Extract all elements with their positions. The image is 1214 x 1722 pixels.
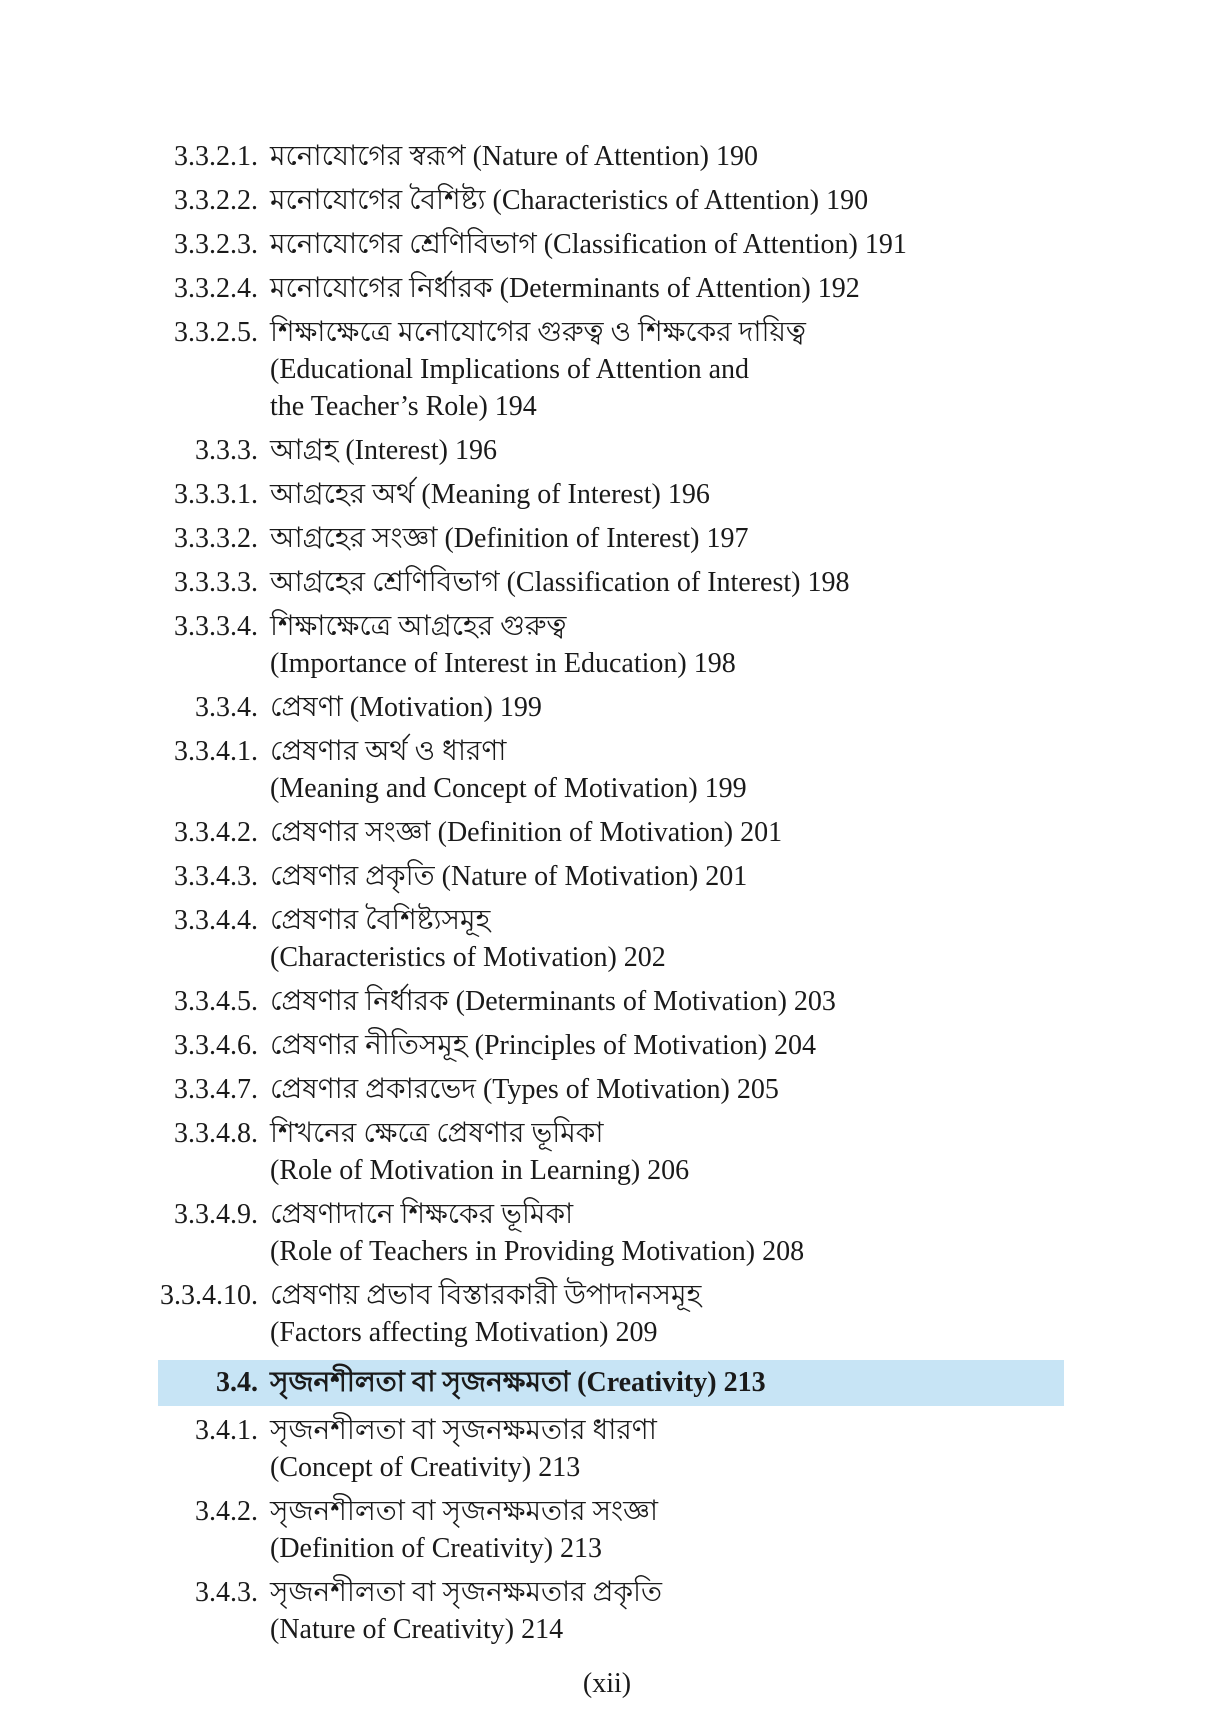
toc-entry-line: আগ্রহের সংজ্ঞা (Definition of Interest) 197 — [270, 523, 749, 554]
toc-entry-number: 3.3.4.10. — [160, 1280, 258, 1311]
toc-entry-line: (Educational Implications of Attention and — [270, 354, 749, 385]
toc-entry-text — [270, 1576, 1214, 1647]
toc-entry[interactable] — [0, 228, 1214, 262]
toc-entry-line: মনোযোগের বৈশিষ্ট্য (Characteristics of Attention) 190 — [270, 185, 869, 216]
toc-entry-line: the Teacher’s Role) 194 — [270, 391, 537, 422]
toc-entry[interactable] — [0, 272, 1214, 306]
toc-entry-line: শিক্ষাক্ষেত্রে মনোযোগের গুরুত্ব ও শিক্ষকের দায়িত্ব — [270, 317, 806, 348]
toc-entry-line: শিক্ষাক্ষেত্রে আগ্রহের গুরুত্ব — [270, 611, 567, 642]
toc-entry[interactable] — [0, 735, 1214, 806]
toc-entry-text — [270, 1073, 1214, 1107]
toc-entry-line: সৃজনশীলতা বা সৃজনক্ষমতার প্রকৃতি — [270, 1577, 663, 1608]
toc-entry[interactable] — [0, 1117, 1214, 1188]
toc-entry-text — [270, 478, 1214, 512]
toc-entry[interactable] — [0, 904, 1214, 975]
toc-entry-line: মনোযোগের স্বরূপ (Nature of Attention) 190 — [270, 141, 758, 172]
toc-entry-text — [270, 316, 1214, 424]
toc-entry[interactable] — [0, 1279, 1214, 1350]
toc-entry-text — [270, 1414, 1214, 1485]
toc-entry-number: 3.4.3. — [195, 1577, 258, 1608]
toc-entry-number: 3.3.4.1. — [174, 736, 258, 767]
toc-entry-line: (Role of Teachers in Providing Motivation) 208 — [270, 1236, 805, 1267]
toc-entry-number: 3.3.3.3. — [174, 567, 258, 598]
toc-entry-text — [270, 566, 1214, 600]
toc-entry[interactable] — [0, 610, 1214, 681]
toc-entry-number: 3.4.2. — [195, 1496, 258, 1527]
toc-entry-text — [270, 434, 1214, 468]
toc-entry[interactable] — [0, 816, 1214, 850]
toc-entry-line: প্রেষণার প্রকারভেদ (Types of Motivation) 205 — [270, 1074, 779, 1105]
toc-entry-line: শিখনের ক্ষেত্রে প্রেষণার ভূমিকা — [270, 1118, 604, 1149]
toc-entry-line: (Role of Motivation in Learning) 206 — [270, 1155, 690, 1186]
toc-entry-number: 3.3.4.2. — [174, 817, 258, 848]
toc-entry-number: 3.3.4.6. — [174, 1030, 258, 1061]
toc-entry-line: প্রেষণার নীতিসমূহ (Principles of Motivation) 204 — [270, 1030, 817, 1061]
toc-entry[interactable] — [0, 860, 1214, 894]
table-of-contents — [0, 140, 1214, 1657]
toc-entry[interactable] — [0, 691, 1214, 725]
toc-entry-line: (Concept of Creativity) 213 — [270, 1452, 581, 1483]
toc-entry[interactable] — [0, 140, 1214, 174]
toc-entry-number: 3.3.4.5. — [174, 986, 258, 1017]
toc-entry-line: (Factors affecting Motivation) 209 — [270, 1317, 658, 1348]
toc-entry-text — [270, 184, 1214, 218]
toc-entry-line: (Nature of Creativity) 214 — [270, 1614, 564, 1645]
page-number: (xii) — [582, 1668, 632, 1699]
toc-entry-number: 3.3.2.1. — [174, 141, 258, 172]
toc-entry-text — [270, 1495, 1214, 1566]
section-heading-number: 3.4. — [216, 1367, 258, 1398]
toc-entry[interactable] — [0, 1029, 1214, 1063]
toc-entry-number: 3.3.3. — [195, 435, 258, 466]
toc-entry[interactable] — [0, 316, 1214, 424]
toc-entry-line: প্রেষণাদানে শিক্ষকের ভূমিকা — [270, 1199, 574, 1230]
toc-entry-text — [270, 228, 1214, 262]
toc-entry-number: 3.3.2.2. — [174, 185, 258, 216]
toc-entry-text — [270, 904, 1214, 975]
toc-entry[interactable] — [0, 434, 1214, 468]
toc-entry-number: 3.3.4.8. — [174, 1118, 258, 1149]
toc-entry-line: আগ্রহ (Interest) 196 — [270, 435, 497, 466]
toc-entry-number: 3.3.4.3. — [174, 861, 258, 892]
toc-list-bottom — [0, 1414, 1214, 1647]
toc-entry-line: মনোযোগের নির্ধারক (Determinants of Attention) 192 — [270, 273, 860, 304]
toc-entry-number: 3.3.4.9. — [174, 1199, 258, 1230]
toc-entry-line: প্রেষণায় প্রভাব বিস্তারকারী উপাদানসমূহ — [270, 1280, 702, 1311]
toc-entry-number: 3.3.3.4. — [174, 611, 258, 642]
toc-entry-line: (Characteristics of Motivation) 202 — [270, 942, 666, 973]
toc-entry[interactable] — [0, 1414, 1214, 1485]
toc-entry-number: 3.3.3.2. — [174, 523, 258, 554]
toc-entry[interactable] — [0, 566, 1214, 600]
toc-entry-text — [270, 691, 1214, 725]
toc-entry-number: 3.3.4.4. — [174, 905, 258, 936]
toc-entry-line: (Definition of Creativity) 213 — [270, 1533, 603, 1564]
toc-entry-number: 3.3.2.4. — [174, 273, 258, 304]
toc-entry-line: মনোযোগের শ্রেণিবিভাগ (Classification of Attention) 191 — [270, 229, 907, 260]
toc-entry-text — [270, 140, 1214, 174]
toc-entry[interactable] — [0, 1576, 1214, 1647]
toc-entry-number: 3.3.2.5. — [174, 317, 258, 348]
toc-entry-text — [270, 1117, 1214, 1188]
toc-entry-line: সৃজনশীলতা বা সৃজনক্ষমতার সংজ্ঞা — [270, 1496, 659, 1527]
toc-entry-number: 3.3.2.3. — [174, 229, 258, 260]
toc-entry-text — [270, 816, 1214, 850]
toc-entry-line: প্রেষণার বৈশিষ্ট্যসমূহ — [270, 905, 491, 936]
toc-entry[interactable] — [0, 522, 1214, 556]
toc-entry-text — [270, 522, 1214, 556]
toc-entry-text — [270, 1198, 1214, 1269]
toc-entry-text — [270, 272, 1214, 306]
toc-entry-number: 3.3.4.7. — [174, 1074, 258, 1105]
toc-list-top — [0, 140, 1214, 1350]
toc-entry-line: আগ্রহের অর্থ (Meaning of Interest) 196 — [270, 479, 710, 510]
toc-entry-text — [270, 735, 1214, 806]
toc-entry[interactable] — [0, 1073, 1214, 1107]
toc-entry-number: 3.4.1. — [195, 1415, 258, 1446]
toc-entry-line: প্রেষণা (Motivation) 199 — [270, 692, 542, 723]
toc-entry-text — [270, 985, 1214, 1019]
toc-entry-line: প্রেষণার নির্ধারক (Determinants of Motivation) 203 — [270, 986, 836, 1017]
toc-entry[interactable] — [0, 1495, 1214, 1566]
toc-entry-text — [270, 1029, 1214, 1063]
toc-entry[interactable] — [0, 184, 1214, 218]
toc-entry-text — [270, 860, 1214, 894]
toc-entry-line: আগ্রহের শ্রেণিবিভাগ (Classification of Interest) 198 — [270, 567, 850, 598]
toc-entry-line: (Meaning and Concept of Motivation) 199 — [270, 773, 747, 804]
toc-entry[interactable] — [0, 1198, 1214, 1269]
toc-entry-line: সৃজনশীলতা বা সৃজনক্ষমতার ধারণা — [270, 1415, 657, 1446]
toc-entry-text — [270, 610, 1214, 681]
toc-entry-line: প্রেষণার প্রকৃতি (Nature of Motivation) 201 — [270, 861, 748, 892]
toc-entry[interactable] — [0, 478, 1214, 512]
section-heading-title: সৃজনশীলতা বা সৃজনক্ষমতা (Creativity) 213 — [270, 1366, 766, 1398]
toc-entry-line: প্রেষণার সংজ্ঞা (Definition of Motivation) 201 — [270, 817, 783, 848]
toc-entry-line: প্রেষণার অর্থ ও ধারণা — [270, 736, 507, 767]
toc-entry[interactable] — [0, 985, 1214, 1019]
toc-entry-number: 3.3.3.1. — [174, 479, 258, 510]
toc-entry-number: 3.3.4. — [195, 692, 258, 723]
toc-entry-text — [270, 1279, 1214, 1350]
toc-entry-line: (Importance of Interest in Education) 198 — [270, 648, 736, 679]
section-heading-creativity[interactable] — [158, 1360, 1064, 1406]
